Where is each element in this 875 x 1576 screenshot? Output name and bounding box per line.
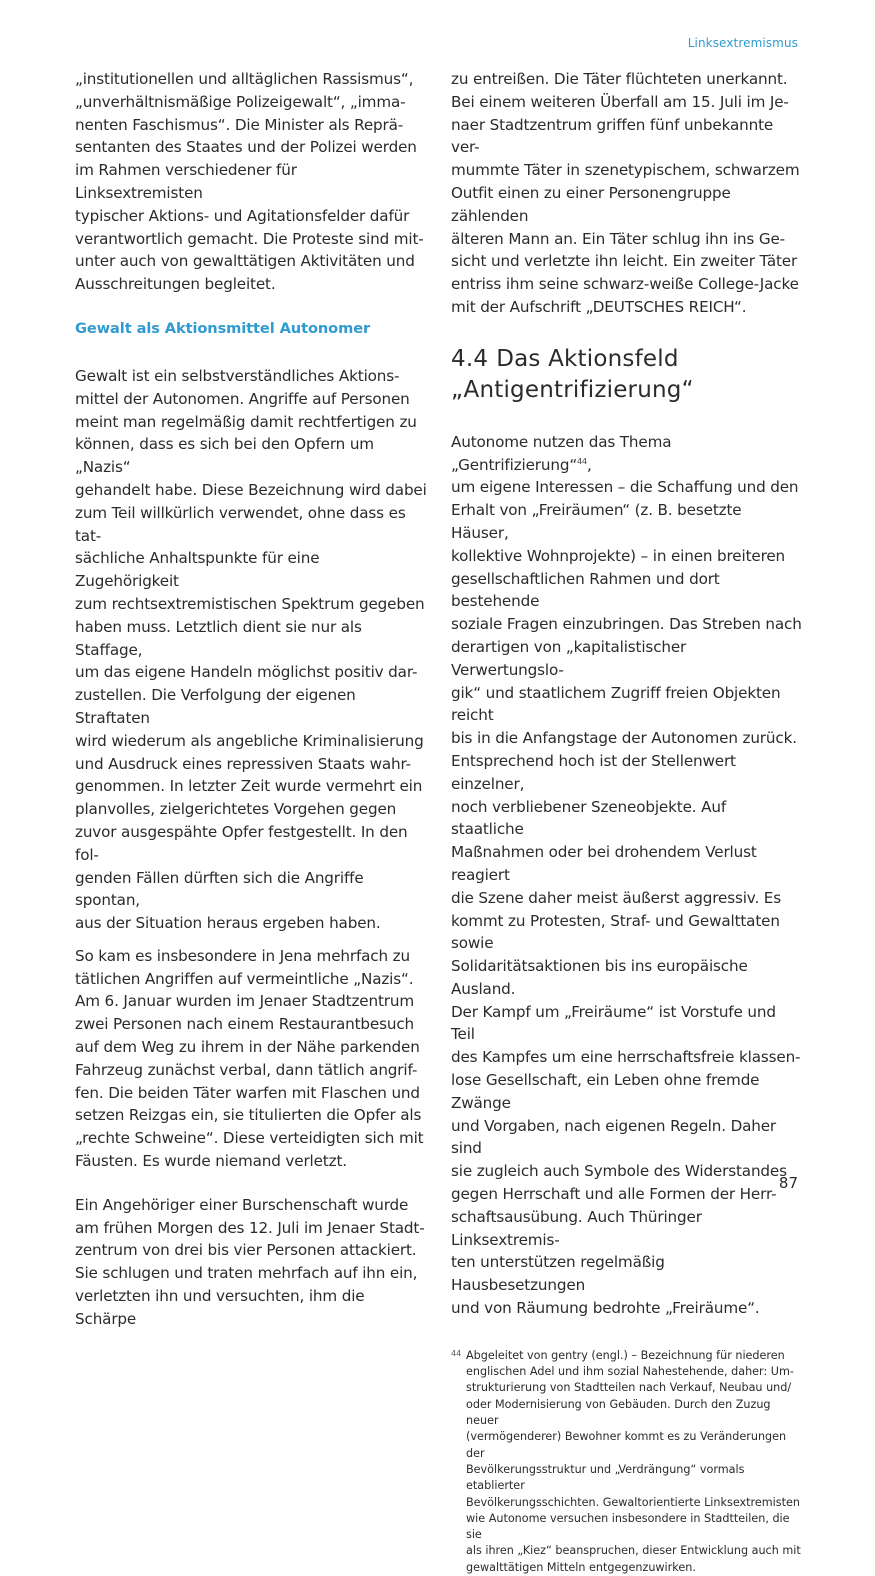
text-line: kommt zu Protesten, Straf- und Gewalttaten sowie — [451, 911, 780, 953]
text-line: Entsprechend hoch ist der Stellenwert einzelner, — [451, 751, 736, 793]
paragraph-jena — [75, 945, 427, 1173]
section-title-line2: „Antigentrifizierung“ — [451, 376, 694, 403]
text-line: am frühen Morgen des 12. Juli im Jenaer Stadt- — [75, 1218, 425, 1237]
paragraph-rest — [451, 478, 802, 1317]
text-line: um eigene Interessen – die Schaffung und den — [451, 478, 799, 497]
footnote-mark: 44 — [451, 1348, 462, 1358]
text-line: Fäusten. Es wurde niemand verletzt. — [75, 1152, 347, 1171]
text-line: lose Gesellschaft, ein Leben ohne fremde Zwänge — [451, 1071, 760, 1112]
text-line: Abgeleitet von gentry (engl.) – Bezeichnung für niederen — [466, 1348, 785, 1362]
text-line: und von Räumung bedrohte „Freiräume“. — [451, 1299, 760, 1318]
text-line: Am 6. Januar wurden im Jenaer Stadtzentrum — [75, 992, 414, 1011]
text-line: tätlichen Angriffen auf vermeintliche „Nazis“. — [75, 969, 414, 988]
section-number: 4.4 — [451, 345, 489, 372]
text-line: gewalttätigen Mitteln entgegenzuwirken. — [466, 1560, 696, 1574]
text-line: bis in die Anfangstage der Autonomen zurück. — [451, 729, 797, 748]
text-line: englischen Adel und ihm sozial Nahestehende, daher: Um- — [466, 1365, 794, 1379]
section-title-line1: Das Aktionsfeld — [496, 345, 679, 372]
text-line: sicht und verletzte ihn leicht. Ein zweiter Täter — [451, 252, 798, 271]
right-column — [451, 68, 803, 1576]
text-line: mummte Täter in szenetypischem, schwarzem — [451, 161, 800, 180]
text-line: schaftsausübung. Auch Thüringer Linksextremis- — [451, 1207, 702, 1249]
paragraph-first-line-end: , — [586, 455, 592, 474]
text-line: unter auch von gewalttätigen Aktivitäten und — [75, 252, 415, 271]
paragraph-rassismus — [75, 68, 427, 296]
text-line: verletzten ihn und versuchten, ihm die Schärpe — [75, 1287, 365, 1328]
text-line: Ein Angehöriger einer Burschenschaft wurde — [75, 1195, 409, 1214]
text-line: und Ausdruck eines repressiven Staats wahr- — [75, 754, 411, 773]
left-column — [75, 68, 427, 1331]
text-line: genommen. In letzter Zeit wurde vermehrt ein — [75, 777, 423, 796]
text-line: „rechte Schweine“. Diese verteidigten sich mit — [75, 1129, 424, 1148]
text-line: sächliche Anhaltspunkte für eine Zugehörigkeit — [75, 549, 320, 591]
running-head: Linksextremismus — [687, 36, 798, 50]
text-line: Fahrzeug zunächst verbal, dann tätlich angrif- — [75, 1060, 418, 1079]
text-line: meint man regelmäßig damit rechtfertigen zu — [75, 412, 417, 431]
text-line: entriss ihm seine schwarz-weiße College-Jacke — [451, 275, 799, 294]
text-line: aus der Situation heraus ergeben haben. — [75, 914, 381, 933]
text-line: wird wiederum als angebliche Kriminalisierung — [75, 731, 424, 750]
text-line: verantwortlich gemacht. Die Proteste sind mit- — [75, 229, 424, 248]
paragraph-ueberfall — [451, 68, 803, 319]
text-line: soziale Fragen einzubringen. Das Streben nach — [451, 615, 802, 634]
text-line: Ausschreitungen begleitet. — [75, 275, 276, 294]
text-line: zentrum von drei bis vier Personen attackiert. — [75, 1241, 417, 1260]
text-line: zum rechtsextremistischen Spektrum gegeben — [75, 594, 425, 613]
text-line: naer Stadtzentrum griffen fünf unbekannte ver- — [451, 115, 774, 157]
page-number: 87 — [778, 1174, 798, 1192]
text-line: planvolles, zielgerichtetes Vorgehen gegen — [75, 800, 397, 819]
text-line: um das eigene Handeln möglichst positiv dar- — [75, 663, 418, 682]
text-line: zustellen. Die Verfolgung der eigenen Straftaten — [75, 686, 356, 727]
text-line: nenten Faschismus“. Die Minister als Reprä- — [75, 115, 404, 134]
text-line: Bevölkerungsschichten. Gewaltorientierte Linksextremisten — [466, 1495, 800, 1509]
text-line: Gewalt ist ein selbstverständliches Aktions- — [75, 366, 400, 385]
text-line: gik“ und staatlichem Zugriff freien Objekten reicht — [451, 683, 781, 725]
text-line: zum Teil willkürlich verwendet, ohne dass es tat- — [75, 503, 406, 545]
text-line: „unverhältnismäßige Polizeigewalt“, „imma- — [75, 92, 406, 111]
text-line: ten unterstützen regelmäßig Hausbesetzungen — [451, 1253, 665, 1295]
text-line: kollektive Wohnprojekte) – in einen breiteren — [451, 546, 786, 565]
footnote-text — [466, 1348, 803, 1576]
text-line: genden Fällen dürften sich die Angriffe spontan, — [75, 868, 364, 910]
text-line: So kam es insbesondere in Jena mehrfach zu — [75, 946, 410, 965]
text-line: derartigen von „kapitalistischer Verwertungslo- — [451, 637, 687, 679]
text-line: zuvor ausgespähte Opfer festgestellt. In den fol- — [75, 822, 408, 864]
text-line: im Rahmen verschiedener für Linksextremisten — [75, 161, 297, 202]
text-line: auf dem Weg zu ihrem in der Nähe parkenden — [75, 1038, 420, 1057]
text-line: zwei Personen nach einem Restaurantbesuch — [75, 1015, 415, 1034]
paragraph-first-line: Autonome nutzen das Thema „Gentrifizierung“ — [451, 432, 672, 474]
text-line: gegen Herrschaft und alle Formen der Herr- — [451, 1185, 777, 1204]
text-line: können, dass es sich bei den Opfern um „Nazis“ — [75, 435, 374, 477]
text-line: Erhalt von „Freiräumen“ (z. B. besetzte Häuser, — [451, 501, 742, 542]
paragraph-antigentrifizierung — [451, 431, 803, 1320]
text-line: Bevölkerungsstruktur und „Verdrängung“ vormals etablierter — [466, 1462, 745, 1493]
section-title — [451, 344, 803, 406]
text-line: und Vorgaben, nach eigenen Regeln. Daher sind — [451, 1116, 777, 1158]
paragraph-burschenschaft — [75, 1194, 427, 1331]
text-line: fen. Die beiden Täter warfen mit Flaschen und — [75, 1083, 420, 1102]
text-line: typischer Aktions- und Agitationsfelder dafür — [75, 206, 410, 225]
text-line: Bei einem weiteren Überfall am 15. Juli im Je- — [451, 92, 789, 111]
text-line: Outfit einen zu einer Personengruppe zählenden — [451, 183, 731, 225]
text-line: Solidaritätsaktionen bis ins europäische Ausland. — [451, 957, 748, 998]
text-line: gehandelt habe. Diese Bezeichnung wird dabei — [75, 480, 427, 499]
text-line: (vermögenderer) Bewohner kommt es zu Veränderungen der — [466, 1430, 787, 1460]
text-line: Der Kampf um „Freiräume“ ist Vorstufe und Teil — [451, 1002, 776, 1044]
text-line: sentanten des Staates und der Polizei werden — [75, 138, 417, 157]
text-line: Maßnahmen oder bei drohendem Verlust reagiert — [451, 843, 757, 884]
text-line: haben muss. Letztlich dient sie nur als Staffage, — [75, 617, 362, 659]
text-line: oder Modernisierung von Gebäuden. Durch den Zuzug neuer — [466, 1397, 771, 1428]
footnote-reference[interactable]: 44 — [577, 456, 587, 466]
text-line: setzen Reizgas ein, sie titulierten die Opfer als — [75, 1106, 422, 1125]
text-line: noch verbliebener Szeneobjekte. Auf staatliche — [451, 797, 727, 839]
text-line: älteren Mann an. Ein Täter schlug ihn ins Ge- — [451, 229, 785, 248]
subheading-gewalt: Gewalt als Aktionsmittel Autonomer — [75, 319, 371, 337]
footnote-44 — [451, 1348, 803, 1576]
text-line: wie Autonome versuchen insbesondere in Stadtteilen, die sie — [466, 1511, 790, 1542]
text-line: mit der Aufschrift „DEUTSCHES REICH“. — [451, 297, 747, 316]
text-line: des Kampfes um eine herrschaftsfreie klassen- — [451, 1048, 801, 1067]
text-line: „institutionellen und alltäglichen Rassismus“, — [75, 70, 414, 88]
text-line: mittel der Autonomen. Angriffe auf Personen — [75, 389, 410, 408]
text-line: zu entreißen. Die Täter flüchteten unerkannt. — [451, 70, 788, 88]
text-line: sie zugleich auch Symbole des Widerstandes — [451, 1162, 787, 1181]
text-line: als ihren „Kiez“ beanspruchen, dieser Entwicklung auch mit — [466, 1544, 801, 1558]
paragraph-gewalt — [75, 365, 427, 935]
text-line: die Szene daher meist äußerst aggressiv. Es — [451, 888, 782, 907]
text-line: gesellschaftlichen Rahmen und dort bestehende — [451, 569, 720, 611]
text-line: strukturierung von Stadtteilen nach Verkauf, Neubau und/ — [466, 1381, 792, 1395]
text-line: Sie schlugen und traten mehrfach auf ihn ein, — [75, 1264, 418, 1283]
